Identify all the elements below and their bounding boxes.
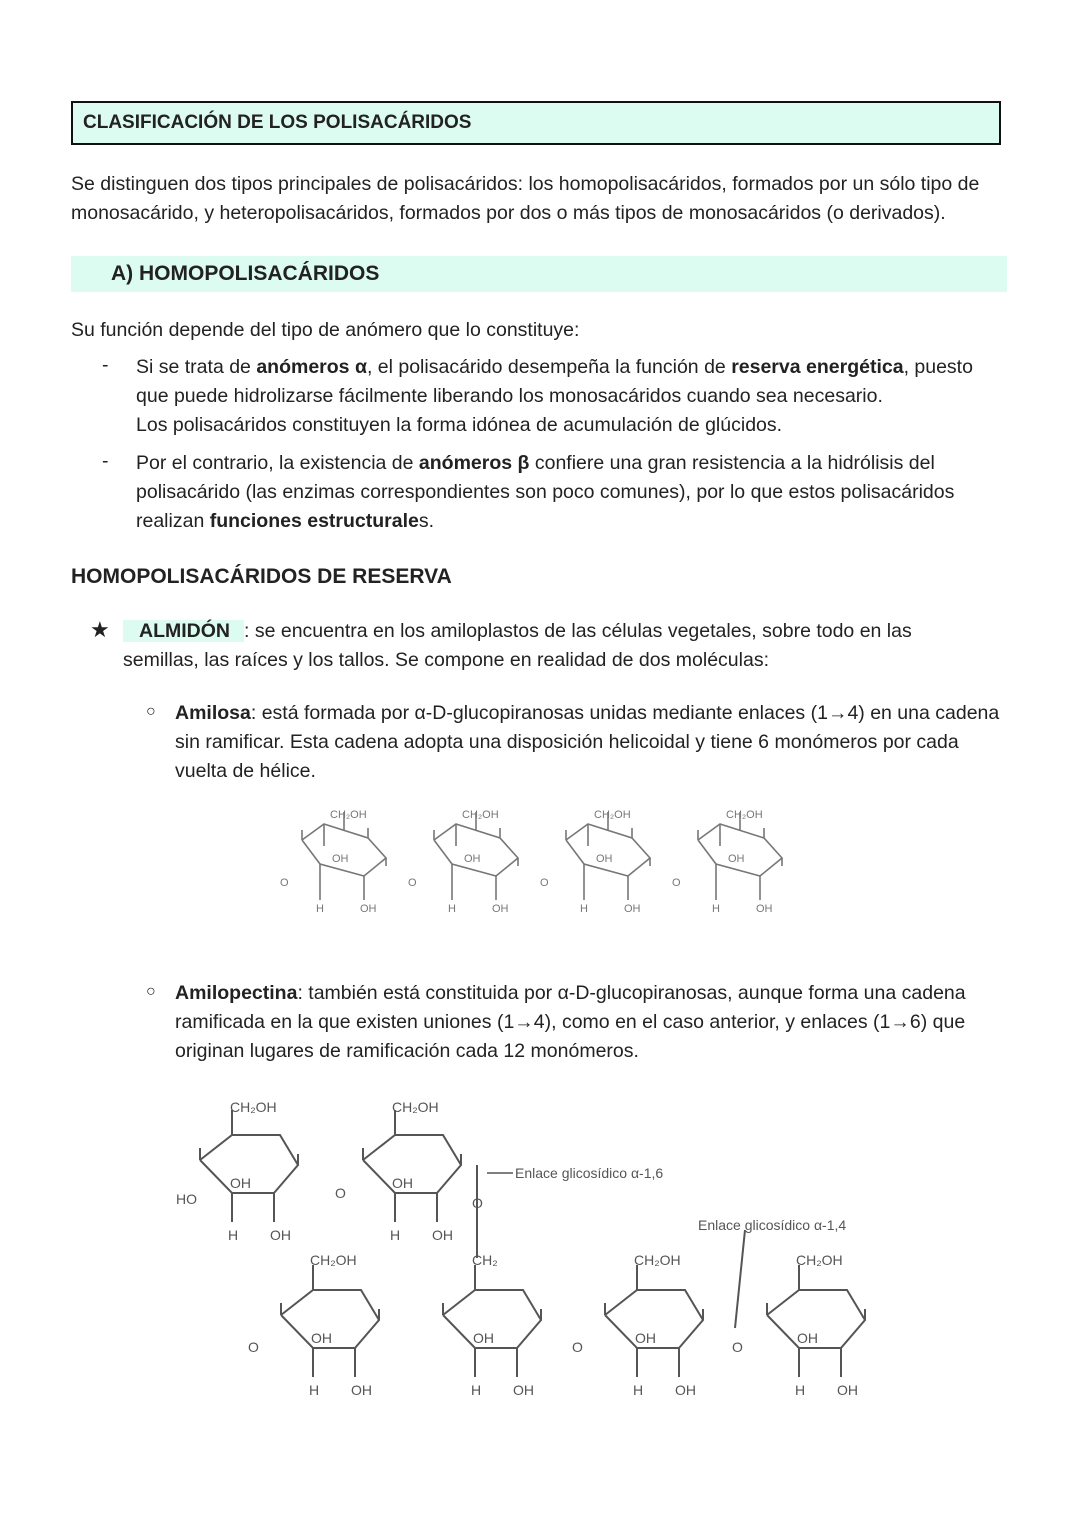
amilosa-paragraph: Amilosa: está formada por α-D-glucopiranosas unidas mediante enlaces (1→4) en una cadena sin ramificar. Esta cadena adopta una disposición helicoidal y tiene 6 monómeros por cada vuelta de hélice. <box>175 702 1000 782</box>
intro-paragraph: Se distinguen dos tipos principales de polisacáridos: los homopolisacáridos, formados por un sólo tipo de monosacárido, y heteropolisacáridos, formados por dos o más tipos de monosacáridos (o derivados). <box>71 173 980 224</box>
svg-text:OH: OH <box>311 1330 332 1346</box>
svg-text:OH: OH <box>624 903 641 915</box>
svg-text:H: H <box>228 1227 239 1243</box>
svg-text:OH: OH <box>230 1175 251 1191</box>
svg-text:OH: OH <box>728 853 745 865</box>
amylose-structure-diagram <box>262 800 822 935</box>
svg-text:CH₂: CH₂ <box>472 1252 498 1268</box>
svg-text:O: O <box>408 877 417 889</box>
svg-text:O: O <box>280 877 289 889</box>
svg-text:CH₂OH: CH₂OH <box>392 1099 439 1115</box>
svg-text:H: H <box>309 1382 320 1398</box>
svg-text:OH: OH <box>464 853 481 865</box>
star-icon: ★ <box>90 617 110 642</box>
amylopectin-structure-diagram <box>170 1090 930 1410</box>
svg-text:CH₂OH: CH₂OH <box>230 1099 277 1115</box>
svg-text:OH: OH <box>473 1330 494 1346</box>
svg-text:CH₂OH: CH₂OH <box>634 1252 681 1268</box>
almidon-paragraph: ALMIDÓN : se encuentra en los amiloplastos de las células vegetales, sobre todo en las semillas, las raíces y los tallos. Se compone en realidad de dos moléculas: <box>123 620 912 671</box>
svg-text:O: O <box>472 1195 483 1211</box>
svg-text:OH: OH <box>360 903 377 915</box>
svg-text:HO: HO <box>176 1191 197 1207</box>
svg-text:OH: OH <box>797 1330 818 1346</box>
reserve-heading: HOMOPOLISACÁRIDOS DE RESERVA <box>71 565 452 588</box>
svg-text:OH: OH <box>332 853 349 865</box>
svg-text:H: H <box>390 1227 401 1243</box>
svg-text:H: H <box>471 1382 482 1398</box>
circle-bullet-icon: ○ <box>146 983 156 1000</box>
svg-text:Enlace glicosídico α-1,6: Enlace glicosídico α-1,6 <box>515 1165 664 1181</box>
bullet-beta: Por el contrario, la existencia de anómeros β confiere una gran resistencia a la hidrólisis del polisacárido (las enzimas correspondientes son poco comunes), por lo que estos polisacáridos realizan funciones estructurales. <box>136 452 955 532</box>
svg-text:OH: OH <box>675 1382 696 1398</box>
svg-text:O: O <box>672 877 681 889</box>
svg-text:OH: OH <box>392 1175 413 1191</box>
svg-text:CH₂OH: CH₂OH <box>594 809 631 821</box>
svg-text:H: H <box>712 903 720 915</box>
svg-text:OH: OH <box>351 1382 372 1398</box>
bullet-dash: - <box>102 450 109 472</box>
svg-text:OH: OH <box>513 1382 534 1398</box>
bullet-dash: - <box>102 354 109 376</box>
svg-text:OH: OH <box>492 903 509 915</box>
svg-text:OH: OH <box>432 1227 453 1243</box>
svg-text:O: O <box>540 877 549 889</box>
svg-text:CH₂OH: CH₂OH <box>330 809 367 821</box>
section-a-heading: A) HOMOPOLISACÁRIDOS <box>71 256 1007 292</box>
svg-text:H: H <box>795 1382 806 1398</box>
svg-text:OH: OH <box>756 903 773 915</box>
svg-text:O: O <box>572 1339 583 1355</box>
amilopectina-paragraph: Amilopectina: también está constituida por α-D-glucopiranosas, aunque forma una cadena ramificada en la que existen uniones (1→4), como en el caso anterior, y enlaces (1→6) que originan lugares de ramificación cada 12 monómeros. <box>175 982 966 1062</box>
svg-text:CH₂OH: CH₂OH <box>310 1252 357 1268</box>
svg-text:CH₂OH: CH₂OH <box>726 809 763 821</box>
bullet-alpha: Si se trata de anómeros α, el polisacárido desempeña la función de reserva energética, puesto que puede hidrolizarse fácilmente liberando los monosacáridos cuando sea necesario. Los polisacáridos constituyen la forma idónea de acumulación de glúcidos. <box>136 356 973 436</box>
almidon-label: ALMIDÓN <box>123 620 244 642</box>
svg-text:H: H <box>316 903 324 915</box>
page-title: CLASIFICACIÓN DE LOS POLISACÁRIDOS <box>71 101 1001 145</box>
svg-text:O: O <box>732 1339 743 1355</box>
svg-text:CH₂OH: CH₂OH <box>462 809 499 821</box>
svg-text:OH: OH <box>635 1330 656 1346</box>
svg-text:H: H <box>580 903 588 915</box>
circle-bullet-icon: ○ <box>146 703 156 720</box>
svg-text:H: H <box>633 1382 644 1398</box>
function-intro: Su función depende del tipo de anómero que lo constituye: <box>71 319 580 341</box>
svg-text:Enlace glicosídico α-1,4: Enlace glicosídico α-1,4 <box>698 1217 847 1233</box>
svg-text:O: O <box>248 1339 259 1355</box>
svg-text:OH: OH <box>837 1382 858 1398</box>
svg-text:CH₂OH: CH₂OH <box>796 1252 843 1268</box>
svg-text:O: O <box>335 1185 346 1201</box>
svg-text:OH: OH <box>270 1227 291 1243</box>
svg-text:OH: OH <box>596 853 613 865</box>
svg-text:H: H <box>448 903 456 915</box>
